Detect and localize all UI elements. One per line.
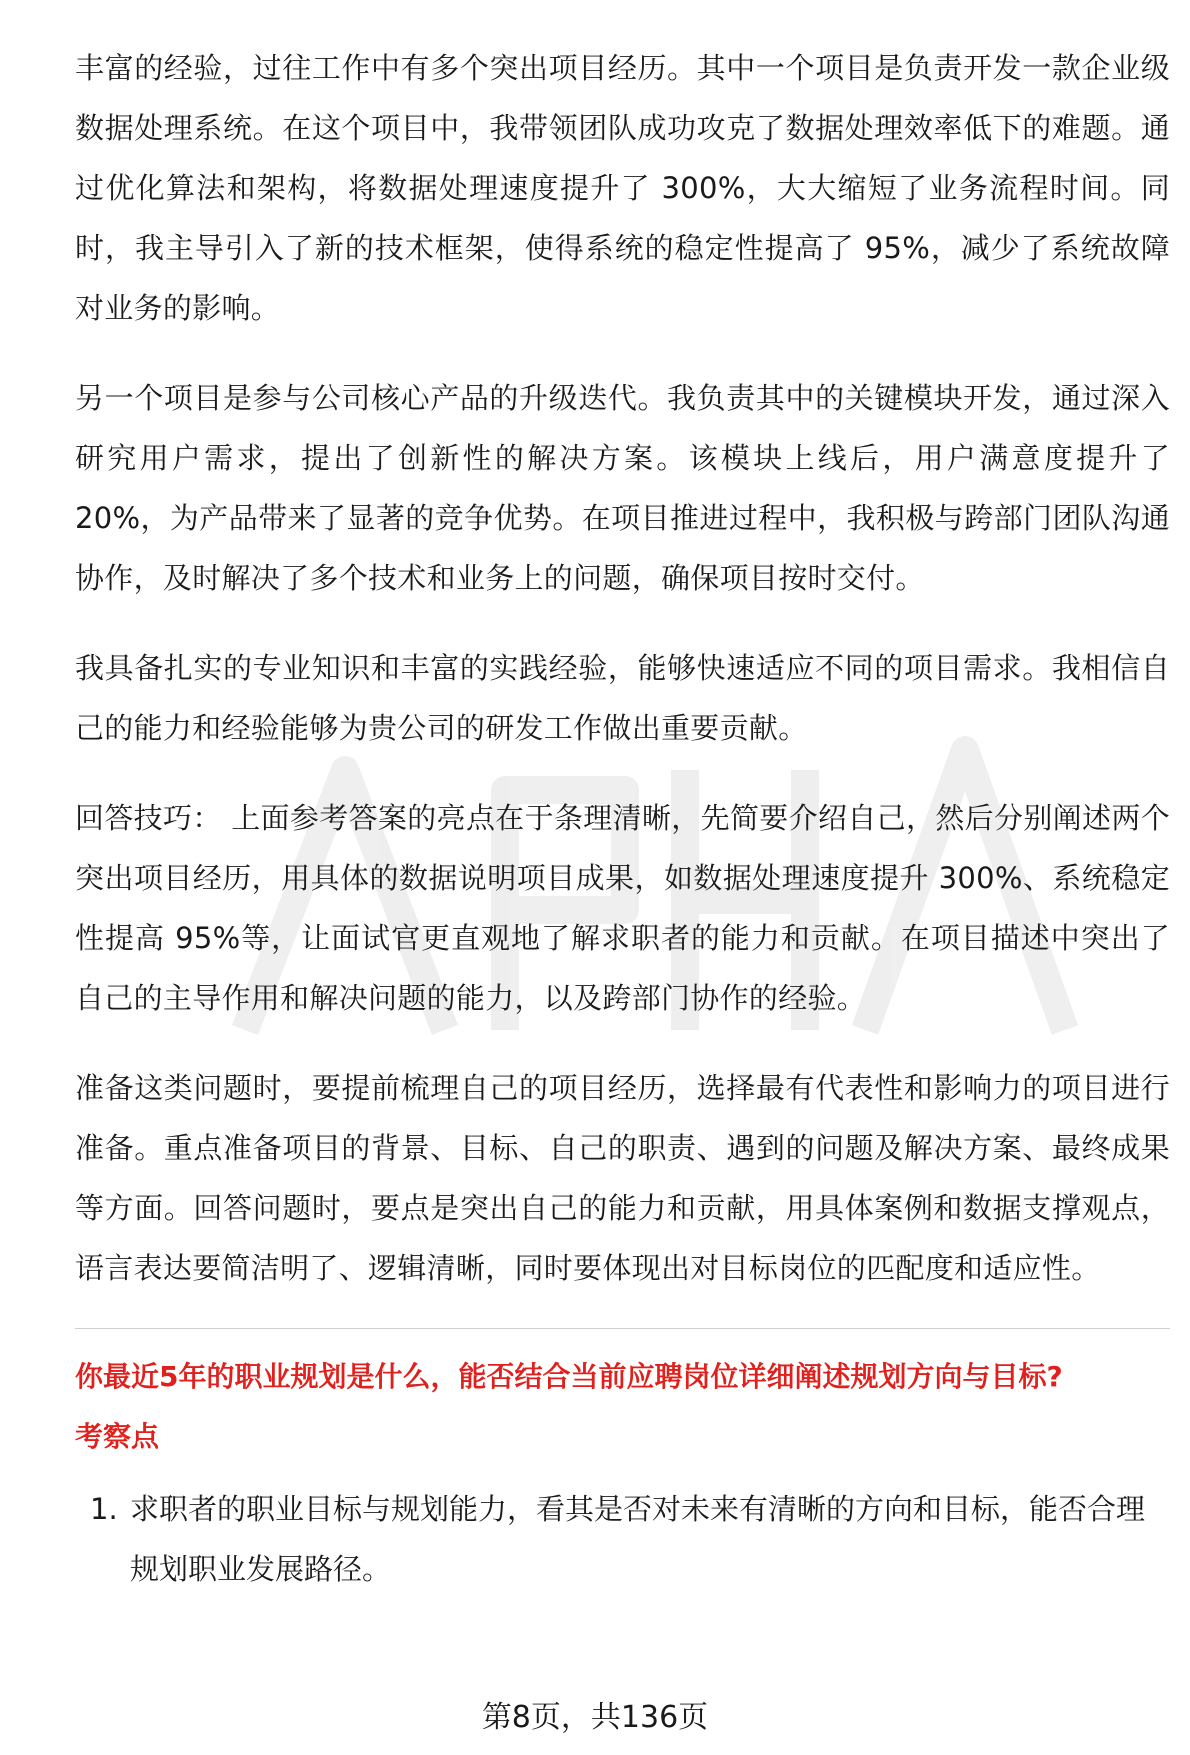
paragraph-project-one: 丰富的经验，过往工作中有多个突出项目经历。其中一个项目是负责开发一款企业级数据处理系统。在这个项目中，我带领团队成功攻克了数据处理效率低下的难题。通过优化算法和架构，将数据处理速度提升了 300%，大大缩短了业务流程时间。同时，我主导引入了新的技术框架，使得系统的稳定性提高了 95%，减少了系统故障对业务的影响。 — [75, 51, 1170, 325]
assessment-list — [75, 1479, 1170, 1599]
list-item-text: 求职者的职业目标与规划能力，看其是否对未来有清晰的方向和目标，能否合理规划职业发展路径。 — [130, 1492, 1146, 1586]
paragraph-summary: 我具备扎实的专业知识和丰富的实践经验，能够快速适应不同的项目需求。我相信自己的能力和经验能够为贵公司的研发工作做出重要贡献。 — [75, 651, 1170, 745]
list-item — [75, 1479, 1170, 1599]
section-divider — [75, 1328, 1170, 1329]
main-content — [75, 38, 1170, 1599]
question-subheading: 考察点 — [75, 1420, 160, 1453]
page-number: 第8页，共136页 — [481, 1700, 709, 1735]
paragraph-preparation: 准备这类问题时，要提前梳理自己的项目经历，选择最有代表性和影响力的项目进行准备。重点准备项目的背景、目标、自己的职责、遇到的问题及解决方案、最终成果等方面。回答问题时，要点是突出自己的能力和贡献，用具体案例和数据支撑观点，语言表达要简洁明了、逻辑清晰，同时要体现出对目标岗位的匹配度和适应性。 — [75, 1071, 1170, 1285]
paragraph-project-two: 另一个项目是参与公司核心产品的升级迭代。我负责其中的关键模块开发，通过深入研究用户需求，提出了创新性的解决方案。该模块上线后，用户满意度提升了 20%，为产品带来了显著的竞争优势。在项目推进过程中，我积极与跨部门团队沟通协作，及时解决了多个技术和业务上的问题，确保项目按时交付。 — [75, 381, 1170, 595]
question-title: 你最近5年的职业规划是什么，能否结合当前应聘岗位详细阐述规划方向与目标? — [75, 1360, 1063, 1393]
list-item-number: 1. — [90, 1492, 118, 1526]
paragraph-answer-tips: 回答技巧： 上面参考答案的亮点在于条理清晰，先简要介绍自己，然后分别阐述两个突出项目经历，用具体的数据说明项目成果，如数据处理速度提升 300%、系统稳定性提高 95%等，让面试官更直观地了解求职者的能力和贡献。在项目描述中突出了自己的主导作用和解决问题的能力，以及跨部门协作的经验。 — [75, 801, 1170, 1015]
